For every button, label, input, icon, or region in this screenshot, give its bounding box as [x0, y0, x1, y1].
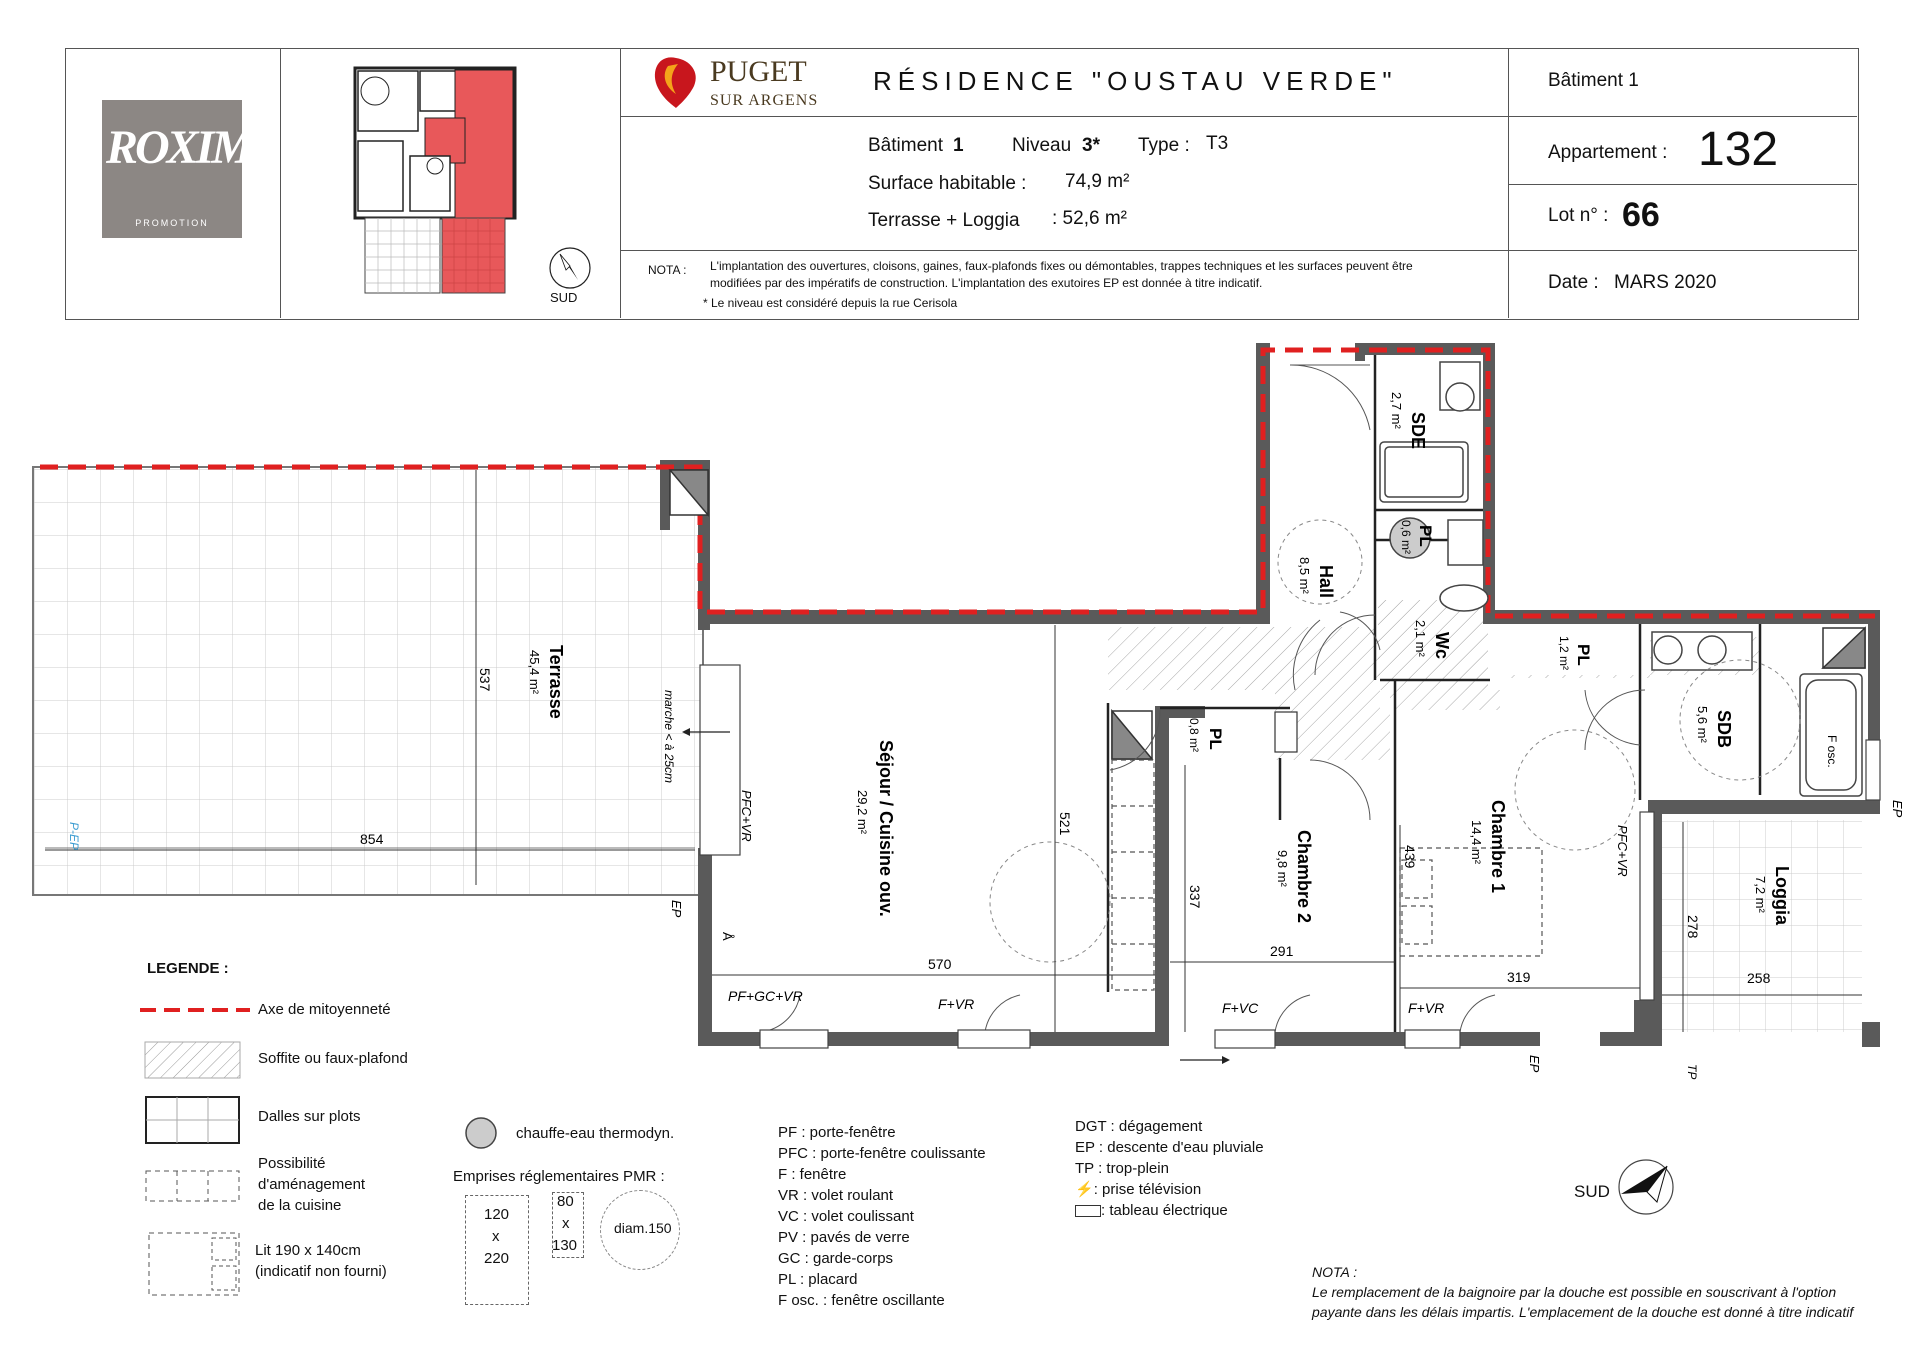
p-ep-label: P-EP [67, 822, 81, 851]
loggia-area: 7,2 m² [1753, 876, 1768, 913]
footer-nota [1312, 1262, 1853, 1322]
abbrev-col2 [1075, 1116, 1264, 1221]
abbrev-fosc: F osc. : fenêtre oscillante [778, 1292, 945, 1309]
right-batiment: Bâtiment 1 [1548, 70, 1639, 91]
legend-mitoyennete: Axe de mitoyenneté [258, 1001, 391, 1018]
niveau-label: Niveau [1012, 135, 1072, 156]
surface-label: Surface habitable : [868, 173, 1027, 194]
legend-cuisine-l3: de la cuisine [258, 1197, 342, 1214]
roxim-logo-text: ROXIM [106, 121, 252, 174]
tv-outlet-symbol: Å [720, 932, 735, 941]
legend-chauffe-eau-icon [463, 1115, 499, 1151]
type-value: T3 [1206, 133, 1229, 154]
building-thumbnail [350, 66, 520, 296]
legend-title: LEGENDE : [147, 960, 229, 977]
sdb-area: 5,6 m² [1695, 706, 1710, 743]
legend-mitoyennete-swatch [140, 1004, 250, 1016]
puget-logo-line1: PUGET [710, 55, 807, 88]
pl-right-name: PL [1574, 644, 1593, 666]
roxim-logo-sub: PROMOTION [135, 218, 209, 228]
pfc-vr-label-2: PFC+VR [1615, 825, 1630, 877]
legend-lit-swatch [148, 1232, 240, 1296]
legend-cuisine-swatch [145, 1170, 240, 1202]
ep-label-3: EP [1890, 800, 1905, 818]
appartement-label: Appartement : [1548, 142, 1668, 163]
abbrev-f: F : fenêtre [778, 1166, 847, 1183]
wc-area: 2,1 m² [1413, 620, 1428, 657]
abbrev-pf: PF : porte-fenêtre [778, 1124, 896, 1141]
footer-nota-line1: Le remplacement de la baignoire par la douche est possible en souscrivant à l'option [1312, 1284, 1837, 1300]
dim-537: 537 [477, 668, 493, 692]
legend-lit-l1: Lit 190 x 140cm [255, 1242, 361, 1259]
compass-bottom-icon [1617, 1158, 1675, 1216]
hall-area: 8,5 m² [1297, 557, 1312, 594]
legend-soffite: Soffite ou faux-plafond [258, 1050, 408, 1067]
door-swings [760, 365, 1645, 1032]
abbrev-tv-text: : prise télévision [1093, 1181, 1202, 1198]
legend-dalles-swatch [145, 1096, 240, 1144]
pl-mid-area: 0,8 m² [1187, 718, 1201, 753]
nota-line3: * Le niveau est considéré depuis la rue Cerisola [703, 296, 958, 310]
header-divider-3 [1508, 48, 1509, 318]
terrasse-label: Terrasse + Loggia [868, 210, 1020, 231]
batiment-value: 1 [953, 135, 964, 156]
arrow-head [1222, 1056, 1230, 1064]
abbrev-tv [1075, 1179, 1264, 1200]
kitchen-outline [1112, 760, 1154, 990]
f-vc-label: F+VC [1222, 1000, 1259, 1016]
pmr-2b: x [562, 1215, 570, 1232]
terrasse-value: : 52,6 m² [1052, 208, 1127, 229]
abbrev-vr: VR : volet roulant [778, 1187, 894, 1204]
tv-icon: ⚡ [1075, 1181, 1094, 1198]
floor-plan [0, 330, 1920, 1080]
dim-337: 337 [1187, 885, 1203, 909]
header-divider-1 [280, 48, 281, 318]
wc-name: Wc [1432, 632, 1452, 659]
nota-line2: modifiées par des impératifs de construction. L'implantation des exutoires EP est donnée à titre indicatif. [710, 276, 1263, 290]
footer-nota-line2: payante dans les délais impartis. L'emplacement de la douche est donné à titre indicatif [1312, 1304, 1854, 1320]
abbrev-pl: PL : placard [778, 1271, 858, 1288]
sejour-name: Séjour / Cuisine ouv. [876, 740, 896, 917]
dim-291: 291 [1270, 943, 1294, 959]
pfc-vr-label-1: PFC+VR [739, 790, 754, 842]
legend-dalles: Dalles sur plots [258, 1108, 361, 1125]
batiment-label: Bâtiment [868, 135, 943, 156]
sejour-area: 29,2 m² [855, 790, 870, 835]
dim-439: 439 [1402, 845, 1418, 869]
dim-319: 319 [1507, 969, 1531, 985]
dim-521: 521 [1057, 812, 1073, 836]
legend-soffite-swatch [145, 1042, 240, 1078]
header-divider-2 [620, 48, 621, 318]
lot-label: Lot n° : [1548, 205, 1609, 226]
abbrev-ep: EP : descente d'eau pluviale [1075, 1139, 1264, 1156]
appartement-value: 132 [1698, 123, 1779, 176]
date-label: Date : [1548, 272, 1599, 293]
abbrev-vc: VC : volet coulissant [778, 1208, 914, 1225]
sanitary-fixtures [1380, 362, 1862, 796]
dim-258: 258 [1747, 970, 1771, 986]
abbrev-tableau [1075, 1200, 1264, 1221]
chambre2-name: Chambre 2 [1294, 830, 1314, 924]
header-hline-1 [620, 116, 1857, 117]
pmr-1b: x [492, 1228, 500, 1245]
pl-top-name: PL [1416, 525, 1435, 547]
marche-label: marche < à 25cm [662, 690, 676, 784]
abbrev-pv: PV : pavés de verre [778, 1229, 910, 1246]
ep-label-1: EP [669, 900, 684, 918]
legend-cuisine-l2: d'aménagement [258, 1176, 366, 1193]
electric-panel [1275, 712, 1297, 752]
pf-gc-vr-label: PF+GC+VR [728, 988, 803, 1004]
sde-name: SDE [1408, 412, 1428, 450]
tableau-electrique-icon [1075, 1205, 1101, 1217]
compass-bottom-label: SUD [1574, 1182, 1610, 1201]
loggia-name: Loggia [1772, 866, 1792, 925]
bed-outline [1400, 848, 1542, 956]
roxim-logo [102, 100, 252, 238]
abbrev-dgt: DGT : dégagement [1075, 1118, 1203, 1135]
pmr-3: diam.150 [614, 1220, 672, 1236]
legend-pmr-title: Emprises réglementaires PMR : [453, 1168, 665, 1185]
lot-value: 66 [1622, 196, 1660, 234]
legend-lit-l2: (indicatif non fourni) [255, 1263, 387, 1280]
nota-label: NOTA : [648, 263, 687, 277]
dim-278: 278 [1685, 915, 1701, 939]
tp-label: TP [1685, 1064, 1699, 1080]
pmr-2a: 80 [557, 1193, 574, 1210]
puget-logo-icon [648, 50, 704, 110]
pmr-1c: 220 [484, 1250, 510, 1267]
pmr-2c: 130 [552, 1237, 578, 1254]
hall-name: Hall [1316, 565, 1336, 599]
dim-570: 570 [928, 956, 952, 972]
f-vr-label-2: F+VR [1408, 1000, 1445, 1016]
pl-mid-name: PL [1206, 728, 1225, 750]
dim-854: 854 [360, 831, 384, 847]
niveau-value: 3* [1082, 135, 1100, 156]
sdb-name: SDB [1714, 710, 1734, 749]
abbrev-tp: TP : trop-plein [1075, 1160, 1169, 1177]
header-hline-3 [620, 250, 1857, 251]
puget-logo-line2: SUR ARGENS [710, 92, 819, 109]
abbrev-pfc: PFC : porte-fenêtre coulissante [778, 1145, 986, 1162]
ep-label-2: EP [1527, 1055, 1542, 1073]
chambre1-area: 14,4 m² [1469, 820, 1484, 865]
terrasse-name: Terrasse [546, 645, 566, 719]
surface-value: 74,9 m² [1065, 171, 1130, 192]
abbrev-col1 [778, 1122, 986, 1311]
f-osc-label: F osc. [1825, 735, 1839, 768]
chambre2-area: 9,8 m² [1275, 850, 1290, 887]
pl-top-area: 0,6 m² [1399, 520, 1413, 555]
f-vr-label-1: F+VR [938, 996, 975, 1012]
legend-chauffe-eau: chauffe-eau thermodyn. [516, 1125, 675, 1142]
nota-line1: L'implantation des ouvertures, cloisons, gaines, faux-plafonds fixes ou démontables, trappes techniques et les surfaces peuvent être [710, 259, 1413, 273]
abbrev-tableau-text: : tableau électrique [1101, 1202, 1228, 1219]
pmr-1a: 120 [484, 1206, 510, 1223]
chambre1-name: Chambre 1 [1488, 800, 1508, 894]
type-label: Type : [1138, 135, 1190, 156]
sde-area: 2,7 m² [1389, 392, 1404, 429]
terrasse-area: 45,4 m² [527, 650, 542, 695]
legend-cuisine-l1: Possibilité [258, 1155, 326, 1172]
header-compass [548, 246, 592, 290]
date-value: MARS 2020 [1614, 272, 1717, 293]
residence-title: RÉSIDENCE "OUSTAU VERDE" [873, 66, 1398, 96]
header-compass-label: SUD [550, 290, 578, 305]
footer-nota-label: NOTA : [1312, 1264, 1358, 1280]
header-hline-2 [1508, 184, 1857, 185]
abbrev-gc: GC : garde-corps [778, 1250, 894, 1267]
pl-right-area: 1,2 m² [1557, 636, 1571, 671]
